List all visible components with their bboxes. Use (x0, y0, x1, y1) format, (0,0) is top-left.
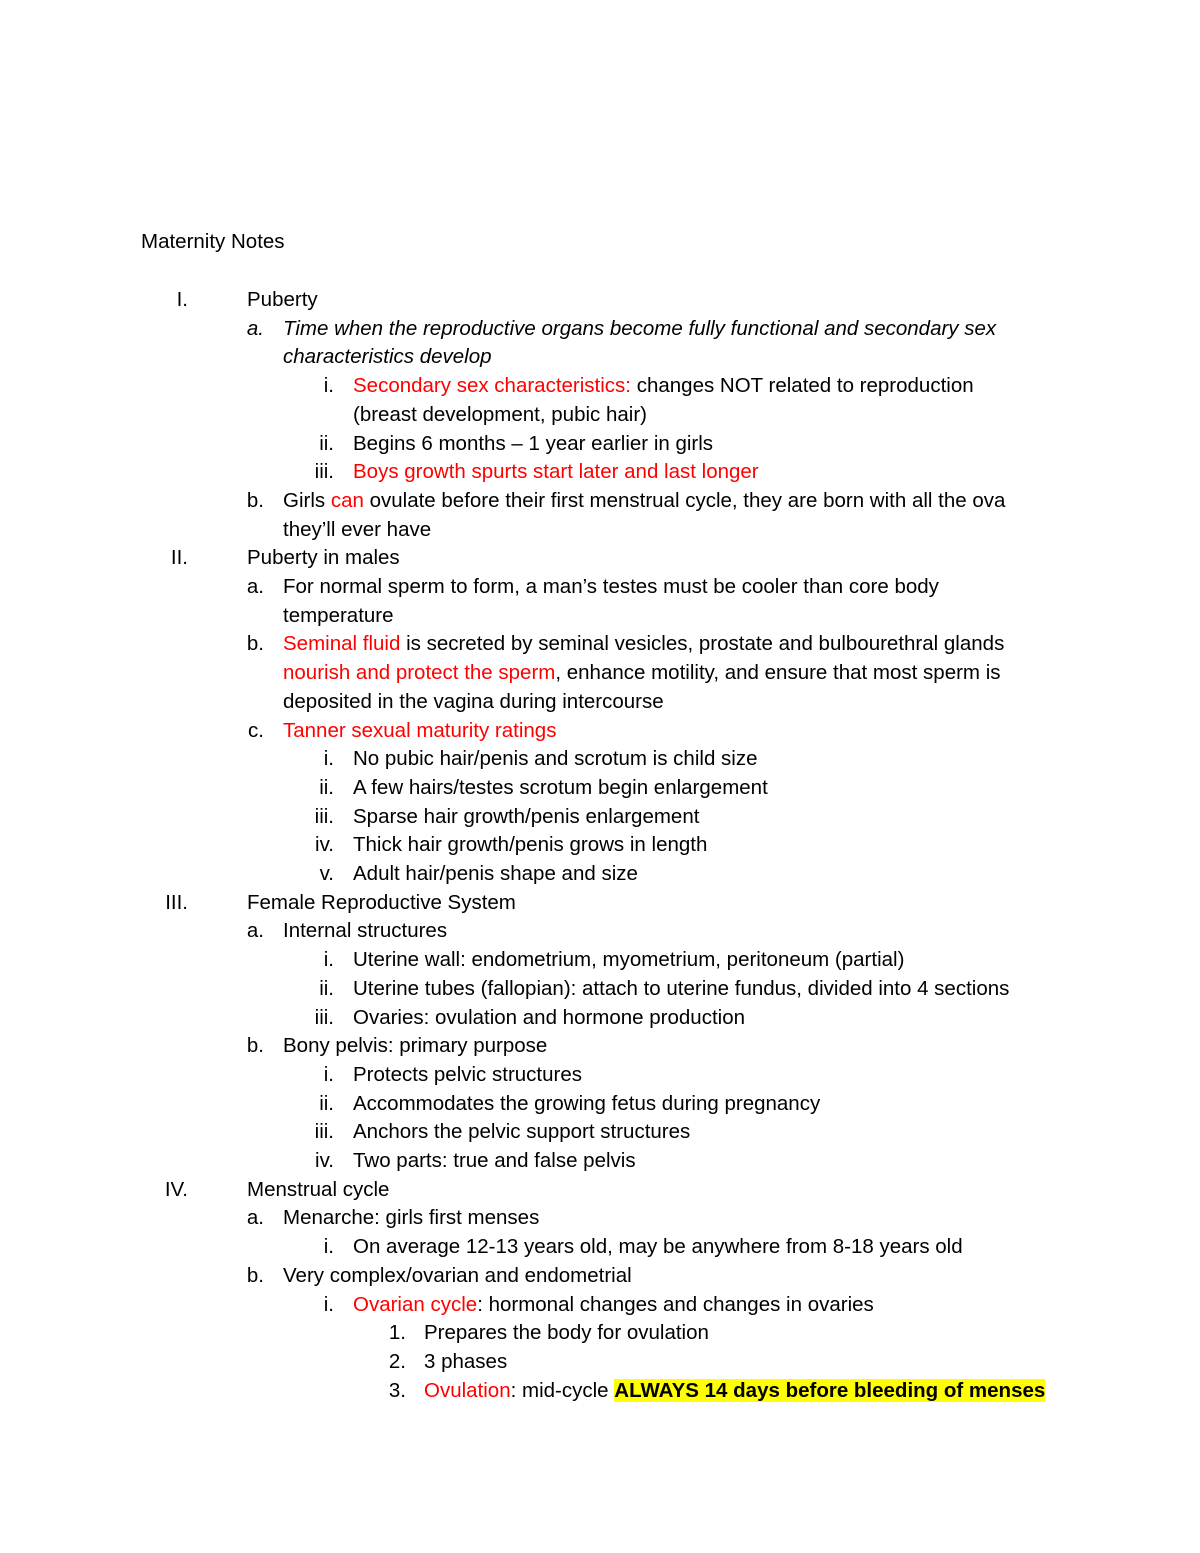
outline-marker: b. (246, 1034, 264, 1057)
outline-marker: a. (246, 1206, 264, 1229)
outline-item-level-2 (283, 345, 492, 369)
outline-item-level-2 (283, 1034, 547, 1058)
outline-item-level-1 (247, 891, 516, 915)
text-run: Very complex/ovarian and endometrial (283, 1264, 632, 1287)
page-title: Maternity Notes (141, 230, 285, 253)
text-run: 3 phases (424, 1350, 508, 1373)
outline-marker: II. (170, 546, 188, 569)
outline-marker: IV. (164, 1178, 188, 1201)
italic-text: characteristics develop (283, 345, 492, 368)
text-run: Puberty in males (247, 546, 400, 569)
outline-marker: iii. (314, 1120, 334, 1143)
outline-item-level-3 (353, 403, 647, 427)
text-run: Adult hair/penis shape and size (353, 862, 638, 885)
text-run: On average 12-13 years old, may be anywhere from 8-18 years old (353, 1235, 963, 1258)
outline-marker: iv. (315, 1149, 334, 1172)
text-run: Protects pelvic structures (353, 1063, 582, 1086)
outline-item-level-3 (353, 1235, 963, 1259)
outline-item-level-3 (353, 977, 1009, 1001)
outline-item-level-1 (247, 546, 400, 570)
outline-item-level-3 (353, 374, 974, 398)
outline-item-level-4 (424, 1321, 709, 1345)
outline-marker: ii. (319, 977, 334, 1000)
text-run: Accommodates the growing fetus during pregnancy (353, 1092, 821, 1115)
text-run: Bony pelvis: primary purpose (283, 1034, 548, 1057)
outline-item-level-2 (283, 919, 447, 943)
emphasis-text: Ovarian cycle (353, 1293, 478, 1316)
text-run: Thick hair growth/penis grows in length (353, 833, 708, 856)
text-run: changes NOT related to reproduction (631, 374, 974, 397)
outline-marker: b. (246, 1264, 264, 1287)
text-run: Uterine tubes (fallopian): attach to uterine fundus, divided into 4 sections (353, 977, 1010, 1000)
outline-item-level-2 (283, 719, 556, 743)
outline-item-level-3 (353, 1293, 874, 1317)
outline-item-level-1 (247, 1178, 389, 1202)
emphasis-text: Secondary sex characteristics: (353, 374, 632, 397)
text-run: ovulate before their first menstrual cycle, they are born with all the ova (363, 489, 1006, 512)
outline-marker: c. (248, 719, 264, 742)
outline-item-level-2 (283, 661, 1001, 685)
outline-marker: ii. (319, 432, 334, 455)
emphasis-text: nourish and protect the sperm (283, 661, 556, 684)
outline-marker: i. (323, 747, 334, 770)
highlighted-text: ALWAYS 14 days before bleeding of menses (614, 1379, 1046, 1402)
outline-marker: b. (246, 632, 264, 655)
outline-item-level-2 (283, 690, 664, 714)
outline-marker: iv. (315, 833, 334, 856)
text-run: , enhance motility, and ensure that most sperm is (555, 661, 1001, 684)
outline-item-level-3 (353, 460, 759, 484)
outline-marker: III. (165, 891, 188, 914)
text-run: : hormonal changes and changes in ovaries (477, 1293, 874, 1316)
outline-item-level-3 (353, 1063, 582, 1087)
text-run: A few hairs/testes scrotum begin enlargement (353, 776, 768, 799)
outline-marker: v. (319, 862, 334, 885)
emphasis-text: Ovulation (424, 1379, 511, 1402)
text-run: they’ll ever have (283, 518, 432, 541)
outline-marker: iii. (314, 460, 334, 483)
emphasis-text: can (330, 489, 364, 512)
outline-item-level-2 (283, 604, 394, 628)
outline-item-level-2 (283, 518, 431, 542)
outline-item-level-3 (353, 747, 758, 771)
outline-item-level-3 (353, 776, 768, 800)
outline-marker: b. (246, 489, 264, 512)
outline-item-level-2 (283, 1264, 632, 1288)
emphasis-text: Seminal fluid (283, 632, 401, 655)
outline-marker: i. (323, 948, 334, 971)
text-run: is secreted by seminal vesicles, prostate and bulbourethral glands (400, 632, 1005, 655)
text-run: Puberty (247, 288, 318, 311)
text-run: Begins 6 months – 1 year earlier in girls (353, 432, 714, 455)
outline-item-level-3 (353, 805, 699, 829)
text-run: Sparse hair growth/penis enlargement (353, 805, 700, 828)
text-run: Two parts: true and false pelvis (353, 1149, 636, 1172)
outline-marker: iii. (314, 805, 334, 828)
text-run: Internal structures (283, 919, 448, 942)
outline-item-level-1 (247, 288, 318, 312)
text-run: No pubic hair/penis and scrotum is child size (353, 747, 758, 770)
text-run: Uterine wall: endometrium, myometrium, peritoneum (partial) (353, 948, 905, 971)
text-run: (breast development, pubic hair) (353, 403, 647, 426)
italic-text: Time when the reproductive organs become fully functional and secondary sex (283, 317, 997, 340)
outline-marker: i. (323, 1293, 334, 1316)
outline-item-level-4 (424, 1379, 1045, 1403)
outline-item-level-3 (353, 862, 638, 886)
outline-marker: iii. (314, 1006, 334, 1029)
outline-marker: i. (323, 374, 334, 397)
text-run: Menarche: girls first menses (283, 1206, 540, 1229)
outline-marker: 3. (388, 1379, 406, 1402)
text-run: : mid-cycle (510, 1379, 615, 1402)
outline-marker: i. (323, 1235, 334, 1258)
outline-item-level-2 (283, 317, 996, 341)
outline-item-level-3 (353, 833, 707, 857)
outline-item-level-3 (353, 1149, 636, 1173)
outline-marker: 1. (388, 1321, 406, 1344)
outline-item-level-2 (283, 1206, 539, 1230)
outline-marker: ii. (319, 776, 334, 799)
outline-item-level-2 (283, 632, 1004, 656)
text-run: temperature (283, 604, 394, 627)
text-run: For normal sperm to form, a man’s testes must be cooler than core body (283, 575, 939, 598)
outline-item-level-3 (353, 1006, 745, 1030)
emphasis-text: Tanner sexual maturity ratings (283, 719, 557, 742)
outline-item-level-3 (353, 1120, 690, 1144)
text-run: Girls (283, 489, 331, 512)
outline-item-level-2 (283, 575, 939, 599)
text-run: deposited in the vagina during intercourse (283, 690, 664, 713)
text-run: Female Reproductive System (247, 891, 516, 914)
outline-marker: I. (176, 288, 188, 311)
outline-item-level-3 (353, 1092, 820, 1116)
outline-marker: 2. (388, 1350, 406, 1373)
outline-marker: a. (246, 919, 264, 942)
outline-item-level-3 (353, 948, 904, 972)
outline-marker: ii. (319, 1092, 334, 1115)
outline-item-level-4 (424, 1350, 507, 1374)
outline-marker: i. (323, 1063, 334, 1086)
text-run: Prepares the body for ovulation (424, 1321, 709, 1344)
outline-marker: a. (246, 317, 264, 340)
outline-item-level-3 (353, 432, 713, 456)
text-run: Ovaries: ovulation and hormone production (353, 1006, 746, 1029)
emphasis-text: Boys growth spurts start later and last longer (353, 460, 759, 483)
outline-marker: a. (246, 575, 264, 598)
outline-item-level-2 (283, 489, 1005, 513)
text-run: Anchors the pelvic support structures (353, 1120, 691, 1143)
text-run: Menstrual cycle (247, 1178, 390, 1201)
